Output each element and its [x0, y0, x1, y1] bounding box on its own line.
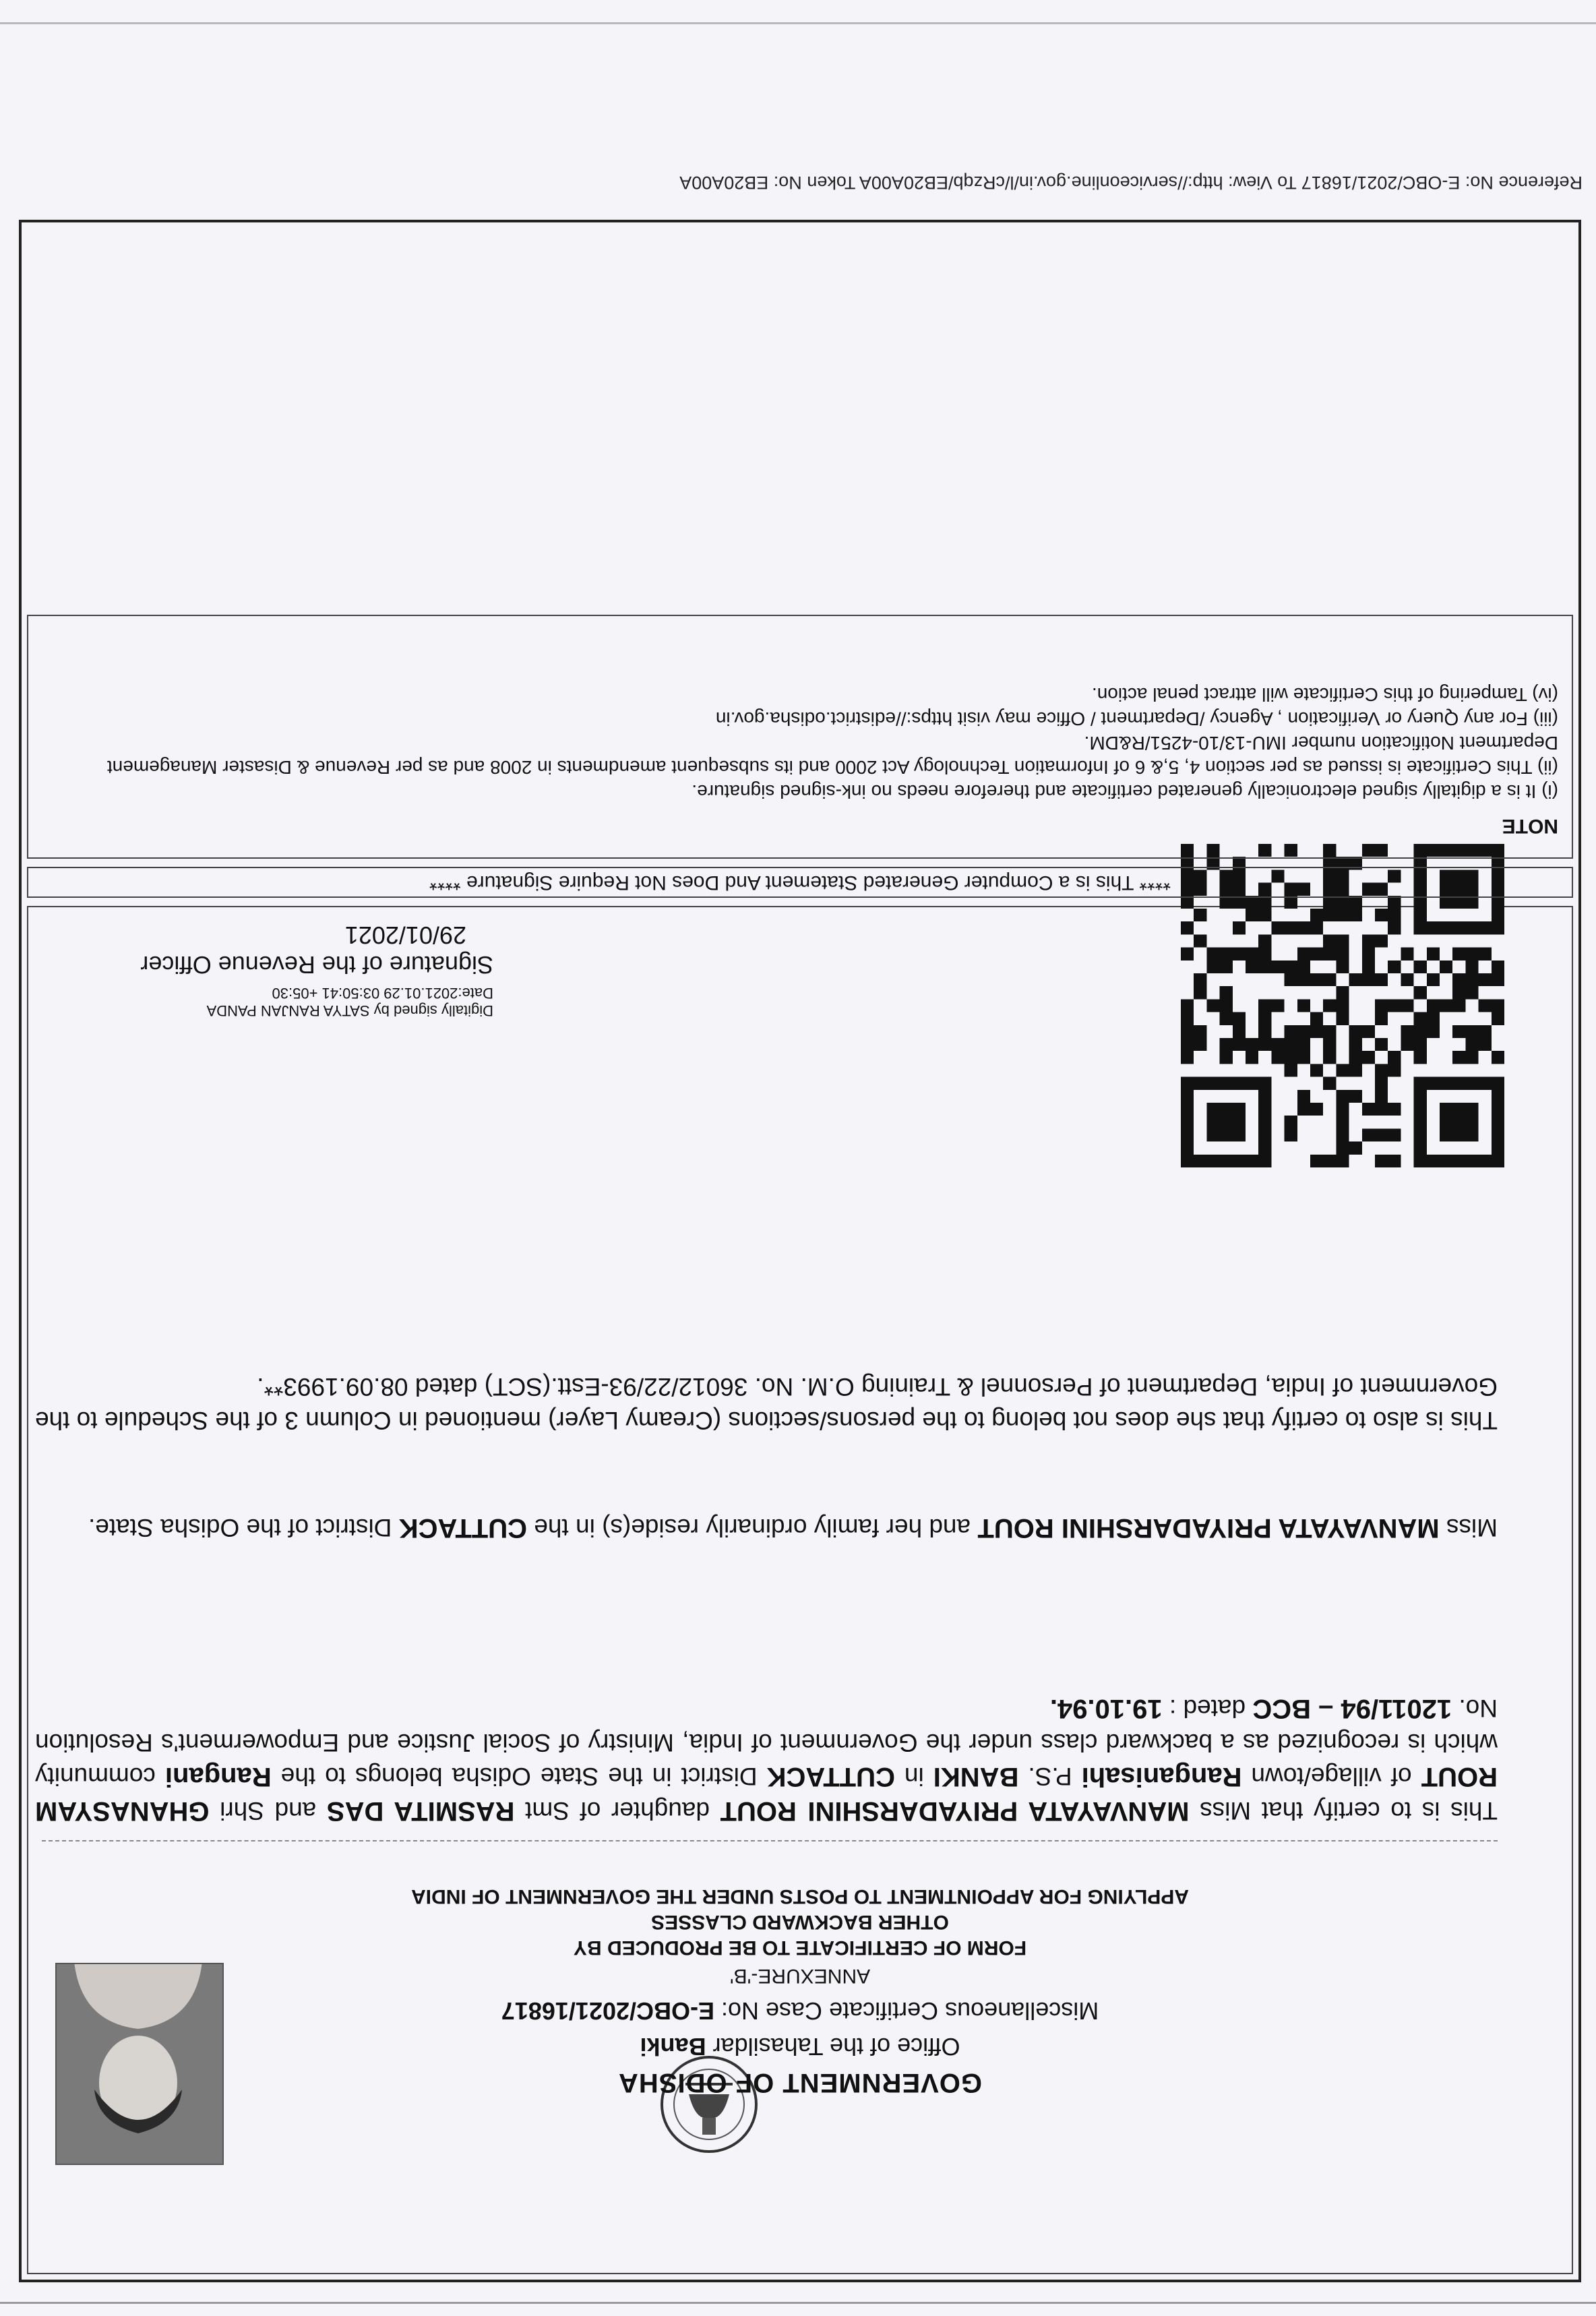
- digital-signature-date: Date:2021.01.29 03:50:41 +05:30: [272, 985, 493, 1002]
- reference-line: Reference No: E-OBC/2021/16817 To View: http://serviceonline.gov.in/l/cRzqb/EB20A00A Token No: EB20A00A: [679, 173, 1583, 193]
- candidate-name: MANVAYATA PRIYADARSHINI ROUT: [720, 1796, 1190, 1826]
- district-name: CUTTACK: [766, 1762, 895, 1792]
- community-name: Rangani: [164, 1762, 272, 1792]
- bottom-scan-edge: [0, 22, 1596, 24]
- certificate-paragraph-2: Miss MANVAYATA PRIYADARSHINI ROUT and her family ordinarily reside(s) in the CUTTACK District of the Odisha State.: [88, 1513, 1498, 1543]
- form-heading-line: APPLYING FOR APPOINTMENT TO POSTS UNDER THE GOVERNMENT OF INDIA: [411, 1885, 1189, 1908]
- note-item: (i) It is a digitally signed electronically generated certificate and therefore needs no ink-signed signature.: [692, 781, 1558, 802]
- note-item: (ii) This Certificate is issued as per section 4, 5,& 6 of Information Technology Act 2000 and its subsequent amendments in 2008 and as per Revenue & Disaster Management Department Notification number IMU-13/10-4251/R&DM.: [106, 733, 1558, 778]
- village-name: Ranganisahi: [1081, 1762, 1242, 1792]
- district-name: CUTTACK: [398, 1513, 528, 1543]
- case-prefix: Miscellaneous Certificate Case No:: [714, 1997, 1099, 2025]
- mother-name: RASMITA DAS: [326, 1796, 515, 1826]
- form-heading-line: OTHER BACKWARD CLASSES: [651, 1911, 949, 1933]
- note-item: (iv) Tampering of this Certificate will attract penal action.: [1092, 684, 1558, 705]
- certificate-border: [19, 220, 1581, 2282]
- police-station: BANKI: [933, 1762, 1019, 1792]
- resolution-number: 12011/94 – BCC: [1252, 1694, 1452, 1724]
- notes-title: NOTE: [1502, 815, 1558, 837]
- note-item: (iii) For any Query or Verification , Agency /Department / Office may visit https://edistrict.odisha.gov.in: [715, 708, 1558, 729]
- computer-generated-note: **** This is a Computer Generated Statement And Does Not Require Signature ****: [27, 867, 1573, 898]
- certificate-body-box: [27, 906, 1573, 2274]
- notes-box: [27, 615, 1573, 859]
- form-heading-line: FORM OF CERTIFICATE TO BE PRODUCED BY: [573, 1937, 1027, 1959]
- government-title: GOVERNMENT OF ODISHA: [617, 2068, 983, 2098]
- certificate-paragraph-3: This is also to certify that she does not belong to the persons/sections (Creamy Layer) mentioned in Column 3 of the Schedule to the Government of India, Department of Personnel & Training O.M. No. 36012/22/93-Estt.(SCT) dated 08.09.1993**.: [35, 1373, 1498, 1434]
- top-scan-edge: [0, 2302, 1596, 2304]
- case-number: E-OBC/2021/16817: [501, 1997, 714, 2025]
- office-prefix: Office of the Tahasildar: [706, 2033, 960, 2061]
- office-name: Banki: [640, 2033, 706, 2061]
- signature-block: [55, 921, 493, 1019]
- notes-list: [42, 682, 1558, 803]
- case-line: [28, 1997, 1572, 2025]
- divider: [42, 1839, 1498, 1841]
- signature-title: Signature of the Revenue Officer: [140, 951, 493, 979]
- annexure-label: ANNEXURE-'B': [729, 1965, 871, 1987]
- digital-signature: [55, 984, 493, 1019]
- office-line: [28, 2032, 1572, 2061]
- candidate-name: MANVAYATA PRIYADARSHINI ROUT: [977, 1513, 1440, 1543]
- form-heading: [28, 1883, 1572, 1960]
- digital-signature-name: Digitally signed by SATYA RANJAN PANDA: [206, 1002, 493, 1019]
- odisha-emblem-icon: [655, 2050, 763, 2158]
- resolution-date: 19.10.94.: [1049, 1694, 1163, 1724]
- father-name: GHANASYAM ROUT: [34, 1762, 1498, 1826]
- certificate-paragraph-1: This is to certify that Miss MANVAYATA PRIYADARSHINI ROUT daughter of Smt RASMITA DAS and Shri GHANASYAM ROUT of village/town Ranganisahi P.S. BANKI in CUTTACK District in the State Odisha belongs to the Rangani community which is recognized as a backward class under the Government of India, Ministry of Social Justice and Empowerment's Resolution No. 12011/94 – BCC dated : 19.10.94.: [34, 1694, 1498, 1826]
- signature-date: 29/01/2021: [344, 921, 466, 949]
- candidate-photo: [55, 1963, 224, 2165]
